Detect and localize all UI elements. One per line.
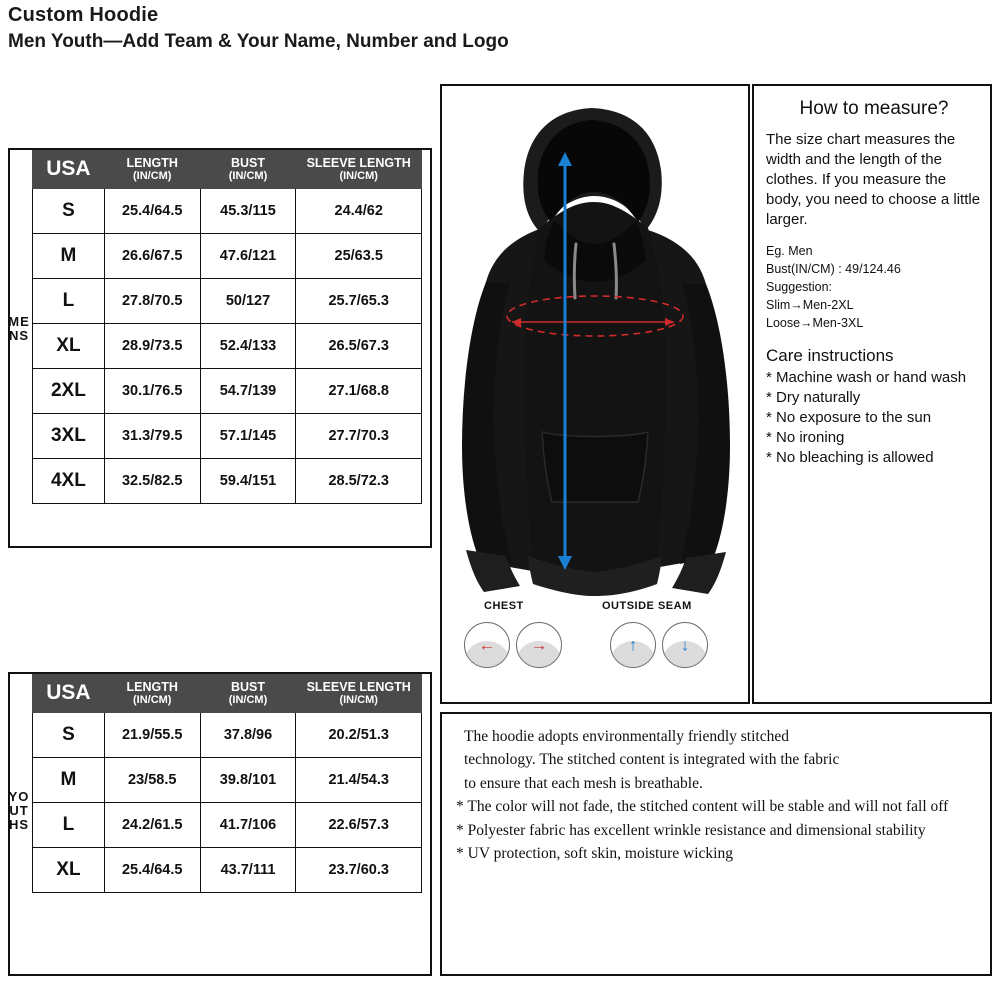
chest-measure-label: CHEST: [484, 600, 524, 612]
cell-bust: 59.4/151: [200, 459, 296, 504]
table-header-row: [33, 151, 422, 189]
column-header-sleeve-text: SLEEVE LENGTH: [306, 156, 411, 170]
cell-length: 25.4/64.5: [104, 189, 200, 234]
column-header-bust-unit: (IN/CM): [228, 694, 268, 707]
cell-bust: 45.3/115: [200, 189, 296, 234]
table-header-row: [33, 675, 422, 713]
care-item: * Dry naturally: [766, 389, 861, 407]
cell-sleeve: 26.5/67.3: [296, 324, 422, 369]
cell-size: L: [33, 279, 105, 324]
cell-length: 28.9/73.5: [104, 324, 200, 369]
table-row: [33, 459, 422, 504]
note-line: * Polyester fabric has excellent wrinkle resistance and dimensional stability: [456, 821, 926, 839]
cell-bust: 43.7/111: [200, 848, 296, 893]
table-row: [33, 279, 422, 324]
note-line: * UV protection, soft skin, moisture wicking: [456, 844, 733, 862]
column-header-sleeve-unit: (IN/CM): [339, 694, 378, 707]
column-header-sleeve: [296, 151, 422, 189]
hoodie-illustration: [442, 86, 748, 616]
cell-size: S: [33, 189, 105, 234]
cell-sleeve: 25.7/65.3: [296, 279, 422, 324]
table-row: [33, 713, 422, 758]
example-line: Bust(IN/CM) : 49/124.46: [766, 261, 901, 276]
table-row: [33, 324, 422, 369]
table-row: [33, 189, 422, 234]
cell-bust: 37.8/96: [200, 713, 296, 758]
care-item: * Machine wash or hand wash: [766, 369, 967, 387]
cell-sleeve: 28.5/72.3: [296, 459, 422, 504]
cell-size: 4XL: [33, 459, 105, 504]
cell-sleeve: 20.2/51.3: [296, 713, 422, 758]
cell-bust: 47.6/121: [200, 234, 296, 279]
care-item: * No ironing: [766, 428, 845, 446]
arrow-up-icon: ↑: [610, 622, 656, 668]
table-row: [33, 848, 422, 893]
column-header-bust-unit: (IN/CM): [228, 170, 268, 183]
column-header-bust: [200, 675, 296, 713]
cell-sleeve: 27.7/70.3: [296, 414, 422, 459]
note-line: * The color will not fade, the stitched content will be stable and will not fall off: [456, 798, 949, 816]
column-header-bust-text: BUST: [230, 156, 266, 170]
cell-length: 32.5/82.5: [104, 459, 200, 504]
cell-bust: 41.7/106: [200, 803, 296, 848]
how-to-measure-panel: [752, 84, 992, 704]
cell-bust: 50/127: [200, 279, 296, 324]
cell-length: 30.1/76.5: [104, 369, 200, 414]
example-line: Eg. Men: [766, 243, 813, 258]
page-subtitle: Men Youth—Add Team & Your Name, Number and Logo: [8, 31, 509, 52]
column-header-length: [104, 151, 200, 189]
cell-sleeve: 22.6/57.3: [296, 803, 422, 848]
note-line: The hoodie adopts environmentally friendly stitched: [464, 728, 789, 745]
cell-sleeve: 23.7/60.3: [296, 848, 422, 893]
care-instructions-heading: Care instructions: [766, 346, 894, 366]
mens-group-label: MENS: [8, 314, 30, 344]
column-header-usa: USA: [33, 151, 105, 189]
table-row: [33, 369, 422, 414]
header: [8, 4, 988, 53]
example-line: Loose→Men-3XL: [766, 316, 864, 331]
example-line: Slim→Men-2XL: [766, 298, 854, 313]
cell-size: 3XL: [33, 414, 105, 459]
mens-size-table: [32, 150, 422, 504]
note-line: to ensure that each mesh is breathable.: [464, 774, 703, 792]
cell-bust: 52.4/133: [200, 324, 296, 369]
care-instructions-list: [766, 368, 982, 467]
outside-seam-measure-label: OUTSIDE SEAM: [602, 600, 692, 612]
column-header-length: [104, 675, 200, 713]
cell-size: L: [33, 803, 105, 848]
example-block: [766, 242, 982, 333]
cell-sleeve: 25/63.5: [296, 234, 422, 279]
page-title: Custom Hoodie: [8, 4, 159, 26]
note-line: technology. The stitched content is integrated with the fabric: [464, 751, 840, 769]
column-header-length-unit: (IN/CM): [132, 170, 172, 183]
cell-sleeve: 27.1/68.8: [296, 369, 422, 414]
how-to-measure-heading: How to measure?: [799, 98, 949, 119]
column-header-length-unit: (IN/CM): [132, 694, 172, 707]
care-item: * No bleaching is allowed: [766, 448, 934, 466]
cell-sleeve: 24.4/62: [296, 189, 422, 234]
cell-length: 27.8/70.5: [104, 279, 200, 324]
cell-size: M: [33, 234, 105, 279]
how-to-measure-paragraph: The size chart measures the width and the length of the clothes. If you measure the body, you need to choose a little larger.: [766, 131, 981, 228]
column-header-length-text: LENGTH: [126, 680, 178, 694]
table-row: [33, 758, 422, 803]
cell-length: 31.3/79.5: [104, 414, 200, 459]
cell-length: 21.9/55.5: [104, 713, 200, 758]
column-header-sleeve-text: SLEEVE LENGTH: [306, 680, 411, 694]
cell-bust: 57.1/145: [200, 414, 296, 459]
cell-length: 26.6/67.5: [104, 234, 200, 279]
table-row: [33, 234, 422, 279]
care-item: * No exposure to the sun: [766, 408, 932, 426]
column-header-bust-text: BUST: [230, 680, 266, 694]
cell-size: 2XL: [33, 369, 105, 414]
fabric-notes-panel: [440, 712, 992, 976]
column-header-length-text: LENGTH: [126, 156, 178, 170]
example-line: Suggestion:: [766, 279, 833, 294]
table-row: [33, 803, 422, 848]
product-image-panel: [440, 84, 750, 704]
column-header-sleeve-unit: (IN/CM): [339, 170, 378, 183]
cell-bust: 54.7/139: [200, 369, 296, 414]
table-row: [33, 414, 422, 459]
cell-size: M: [33, 758, 105, 803]
cell-size: XL: [33, 848, 105, 893]
arrow-down-icon: ↓: [662, 622, 708, 668]
cell-size: XL: [33, 324, 105, 369]
arrow-left-icon: ←: [464, 622, 510, 668]
cell-length: 24.2/61.5: [104, 803, 200, 848]
youths-size-table: [32, 674, 422, 893]
column-header-sleeve: [296, 675, 422, 713]
cell-sleeve: 21.4/54.3: [296, 758, 422, 803]
column-header-usa: USA: [33, 675, 105, 713]
cell-length: 25.4/64.5: [104, 848, 200, 893]
arrow-right-icon: →: [516, 622, 562, 668]
column-header-bust: [200, 151, 296, 189]
cell-size: S: [33, 713, 105, 758]
cell-length: 23/58.5: [104, 758, 200, 803]
youths-group-label: YOUTHS: [8, 789, 30, 833]
cell-bust: 39.8/101: [200, 758, 296, 803]
